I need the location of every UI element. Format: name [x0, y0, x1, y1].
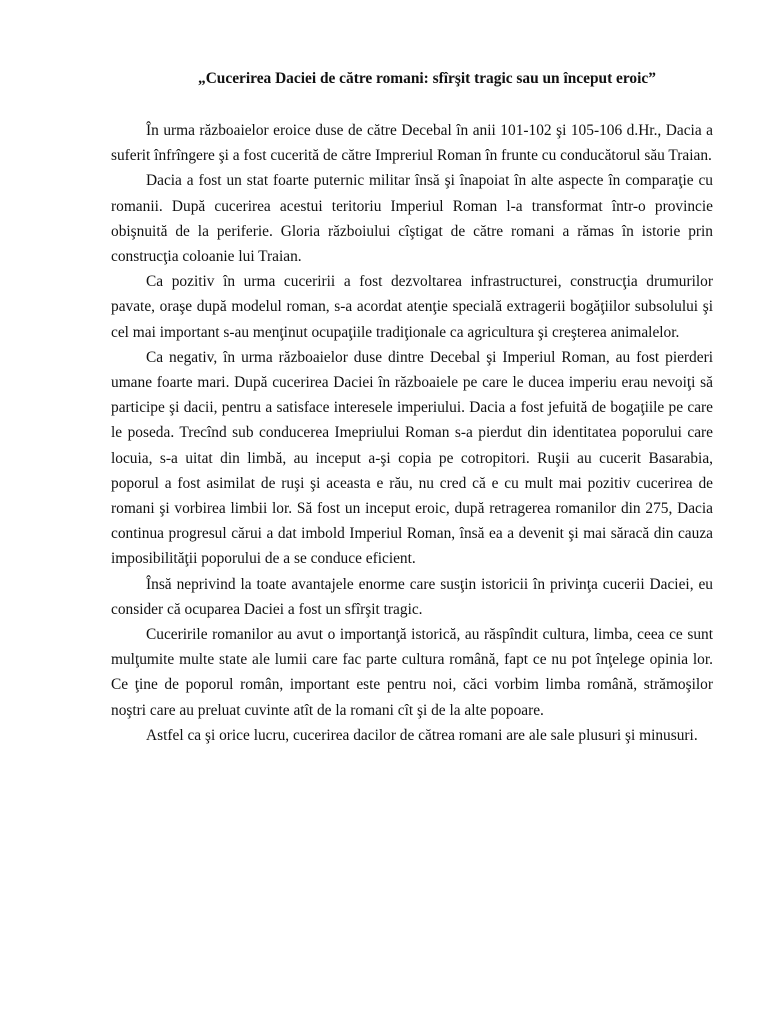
document-title: „Cucerirea Daciei de către romani: sfîrşit tragic sau un început eroic”: [198, 70, 656, 87]
paragraph-4: Ca negativ, în urma războaielor duse dintre Decebal şi Imperiul Roman, au fost pierderi umane foarte mari. După cucerirea Daciei în războaiele pe care le ducea imperiu erau nevoiţi să participe şi dacii, pentru a satisface interesele imperiului. Dacia a fost jefuită de bogaţiile pe care le poseda. Trecînd sub conducerea Imepriului Roman s-a pierdut din identitatea poporului care locuia, s-a uitat din limbă, au inceput a-şi copia pe cotropitori. Ruşii au cucerit Basarabia, poporul a fost asimilat de ruşi şi aceasta e rău, nu cred că e cu mult mai pozitiv cucerirea de romani şi vorbirea limbii lor. Să fost un inceput eroic, după retragerea romanilor din 275, Dacia continua progresul cărui a dat imbold Imperiul Roman, însă ea a devenit şi mai săracă din cauza imposibilităţii poporului de a se conduce eficient.: [111, 348, 713, 568]
title-spacer: [111, 91, 713, 118]
paragraph-7: Astfel ca şi orice lucru, cucerirea dacilor de cătrea romani are ale sale plusuri şi minusuri.: [146, 726, 698, 744]
paragraph-2: Dacia a fost un stat foarte puternic militar însă şi înapoiat în alte aspecte în comparaţie cu romanii. După cucerirea acestui teritoriu Imperiul Roman l-a transformat într-o provincie obişnuită de la periferie. Gloria războiului cîştigat de către romani a rămas în istorie prin construcţia coloanie lui Traian.: [111, 172, 713, 266]
document-page: [111, 66, 713, 748]
paragraph-5: Însă neprivind la toate avantajele enorme care susţin istoricii în privinţa cucerii Daciei, eu consider că ocuparea Daciei a fost un sfîrşit tragic.: [111, 575, 713, 618]
paragraph-3: Ca pozitiv în urma cuceririi a fost dezvoltarea infrastructurei, construcţia drumurilor pavate, oraşe după modelul roman, s-a acordat atenţie specială extragerii bogăţiilor subsolului şi cel mai important s-au menţinut ocupaţiile tradiţionale ca agricultura şi creşterea animalelor.: [111, 273, 713, 341]
paragraph-1: În urma războaielor eroice duse de către Decebal în anii 101-102 şi 105-106 d.Hr., Dacia a suferit înfrîngere şi a fost cucerită de către Impreriul Roman în frunte cu conducătorul său Traian.: [111, 122, 713, 165]
paragraph-6: Cuceririle romanilor au avut o importanţă istorică, au răspîndit cultura, limba, ceea ce sunt mulţumite multe state ale lumii care fac parte cultura română, fapt ce nu pot înţelege opinia lor. Ce ţine de poporul român, important este pentru noi, căci vorbim limba română, strămoşilor noştri care au preluat cuvinte atît de la romani cît şi de la alte popoare.: [111, 626, 713, 719]
